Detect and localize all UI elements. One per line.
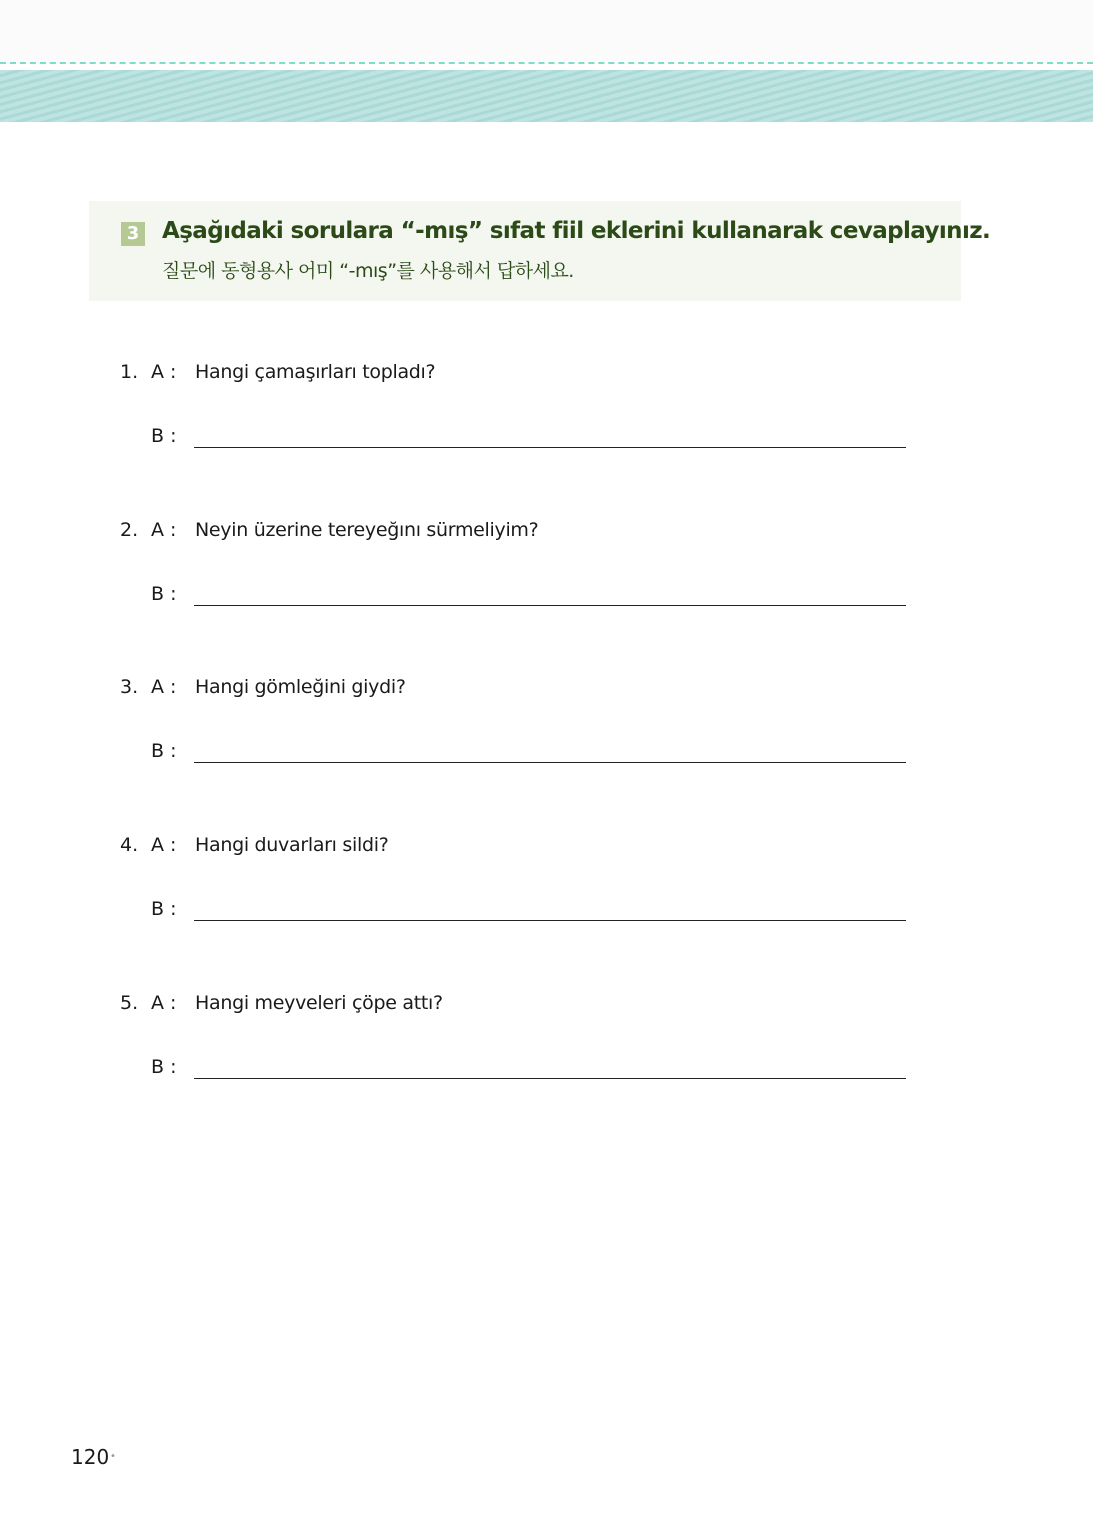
exercise-item bbox=[0, 834, 1093, 934]
answer-line[interactable] bbox=[194, 447, 906, 448]
question-text: Hangi meyveleri çöpe attı? bbox=[195, 991, 443, 1014]
answer-line[interactable] bbox=[194, 762, 906, 763]
speaker-b-label: B : bbox=[151, 740, 177, 763]
question-text: Neyin üzerine tereyeğını sürmeliyim? bbox=[195, 518, 539, 541]
question-text: Hangi duvarları sildi? bbox=[195, 834, 389, 857]
question-text: Hangi çamaşırları topladı? bbox=[195, 361, 436, 383]
item-number: 1. bbox=[120, 361, 139, 383]
page-number: 120 bbox=[71, 1445, 110, 1469]
exercise-item bbox=[0, 519, 1093, 619]
item-number: 4. bbox=[120, 834, 139, 857]
item-number: 3. bbox=[120, 676, 139, 699]
exercise-header bbox=[89, 201, 961, 301]
exercise-item bbox=[0, 992, 1093, 1092]
speaker-a-label: A : bbox=[151, 991, 177, 1014]
answer-line[interactable] bbox=[194, 920, 906, 921]
exercise-item bbox=[0, 361, 1093, 461]
speaker-b-label: B : bbox=[151, 898, 177, 921]
speaker-a-label: A : bbox=[151, 518, 177, 541]
dashed-divider bbox=[0, 62, 1093, 64]
speaker-b-label: B : bbox=[151, 582, 177, 605]
page-dot: • bbox=[110, 1451, 116, 1462]
top-band bbox=[0, 0, 1093, 64]
striped-banner bbox=[0, 70, 1093, 122]
speaker-b-label: B : bbox=[151, 1055, 177, 1078]
speaker-a-label: A : bbox=[151, 834, 177, 857]
item-number: 2. bbox=[120, 518, 139, 541]
question-text: Hangi gömleğini giydi? bbox=[195, 676, 406, 699]
item-number: 5. bbox=[120, 991, 139, 1014]
answer-line[interactable] bbox=[194, 605, 906, 606]
exercise-title: Aşağıdaki sorulara “-mış” sıfat fiil eklerini kullanarak cevaplayınız. bbox=[162, 218, 991, 244]
answer-line[interactable] bbox=[194, 1078, 906, 1079]
speaker-b-label: B : bbox=[151, 425, 177, 447]
exercise-item bbox=[0, 676, 1093, 776]
exercise-number: 3 bbox=[121, 222, 145, 246]
speaker-a-label: A : bbox=[151, 676, 177, 699]
speaker-a-label: A : bbox=[151, 361, 177, 383]
exercise-subtitle: 질문에 동형용사 어미 “-mış”를 사용해서 답하세요. bbox=[162, 260, 574, 282]
